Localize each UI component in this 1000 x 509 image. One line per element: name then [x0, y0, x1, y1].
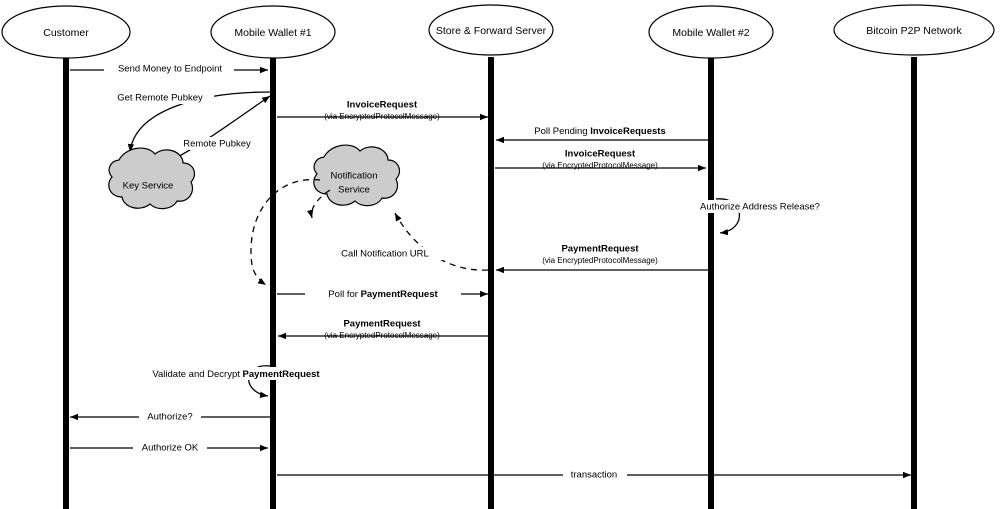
actor-customer[interactable] [2, 6, 130, 58]
label-call-notification-url: Call Notification URL [341, 248, 429, 260]
message-invoice-request-2 [495, 149, 706, 171]
label-payment-request-1: PaymentRequest [561, 243, 639, 255]
sublabel-invoice-request-2: (via EncryptedProtocolMessage) [542, 161, 658, 171]
message-payment-request-2 [278, 319, 488, 341]
label-validate-and-decrypt: Validate and Decrypt PaymentRequest [152, 368, 320, 380]
cloud-key-service [109, 148, 195, 209]
sublabel-payment-request-2: (via EncryptedProtocolMessage) [324, 331, 440, 341]
message-poll-pending-invoice-requests [496, 124, 708, 140]
actor-bitcoin-p2p-network[interactable] [834, 5, 994, 55]
sublabel-payment-request-1: (via EncryptedProtocolMessage) [542, 256, 658, 266]
cloud-label-notification-service-line2: Service [338, 184, 370, 196]
message-poll-for-payment-request [277, 287, 488, 300]
message-notification-to-wallet [251, 180, 330, 285]
cloud-label-key-service: Key Service [122, 180, 174, 192]
actor-mobile-wallet-2[interactable] [649, 6, 773, 58]
label-invoice-request-1: InvoiceRequest [346, 99, 418, 111]
label-authorize-question: Authorize? [147, 411, 193, 423]
message-validate-and-decrypt [138, 366, 334, 396]
label-get-remote-pubkey: Get Remote Pubkey [117, 92, 203, 104]
sublabel-invoice-request-1: (via EncryptedProtocolMessage) [324, 112, 440, 122]
cloud-notification-service [314, 145, 400, 206]
label-invoice-request-2: InvoiceRequest [564, 148, 636, 160]
message-authorize-question [70, 410, 270, 423]
label-authorize-address-release: Authorize Address Release? [700, 201, 820, 213]
message-send-money-to-endpoint [70, 62, 268, 75]
actor-label-mobile-wallet-2: Mobile Wallet #2 [672, 26, 750, 39]
label-poll-for-payment-request: Poll for PaymentRequest [328, 288, 438, 300]
actor-label-customer: Customer [43, 26, 89, 39]
actor-label-store-forward-server: Store & Forward Server [435, 24, 547, 37]
label-transaction: transaction [570, 469, 618, 481]
label-remote-pubkey: Remote Pubkey [183, 138, 251, 150]
actor-store-forward-server[interactable] [429, 5, 553, 55]
message-payment-request-1 [496, 244, 708, 270]
message-invoice-request-1 [277, 100, 488, 122]
actor-label-bitcoin-p2p-network: Bitcoin P2P Network [866, 24, 962, 37]
actor-label-mobile-wallet-1: Mobile Wallet #1 [234, 26, 312, 39]
cloud-label-notification-service-line1: Notification [330, 170, 378, 182]
label-send-money-to-endpoint: Send Money to Endpoint [117, 63, 223, 75]
label-poll-pending-invoice-requests: Poll Pending InvoiceRequests [534, 125, 666, 137]
message-call-notification-url [327, 213, 488, 270]
actor-mobile-wallet-1[interactable] [211, 6, 335, 58]
label-payment-request-2: PaymentRequest [343, 318, 421, 330]
label-authorize-ok: Authorize OK [141, 442, 199, 454]
message-authorize-ok [70, 441, 268, 454]
message-transaction [277, 468, 911, 481]
